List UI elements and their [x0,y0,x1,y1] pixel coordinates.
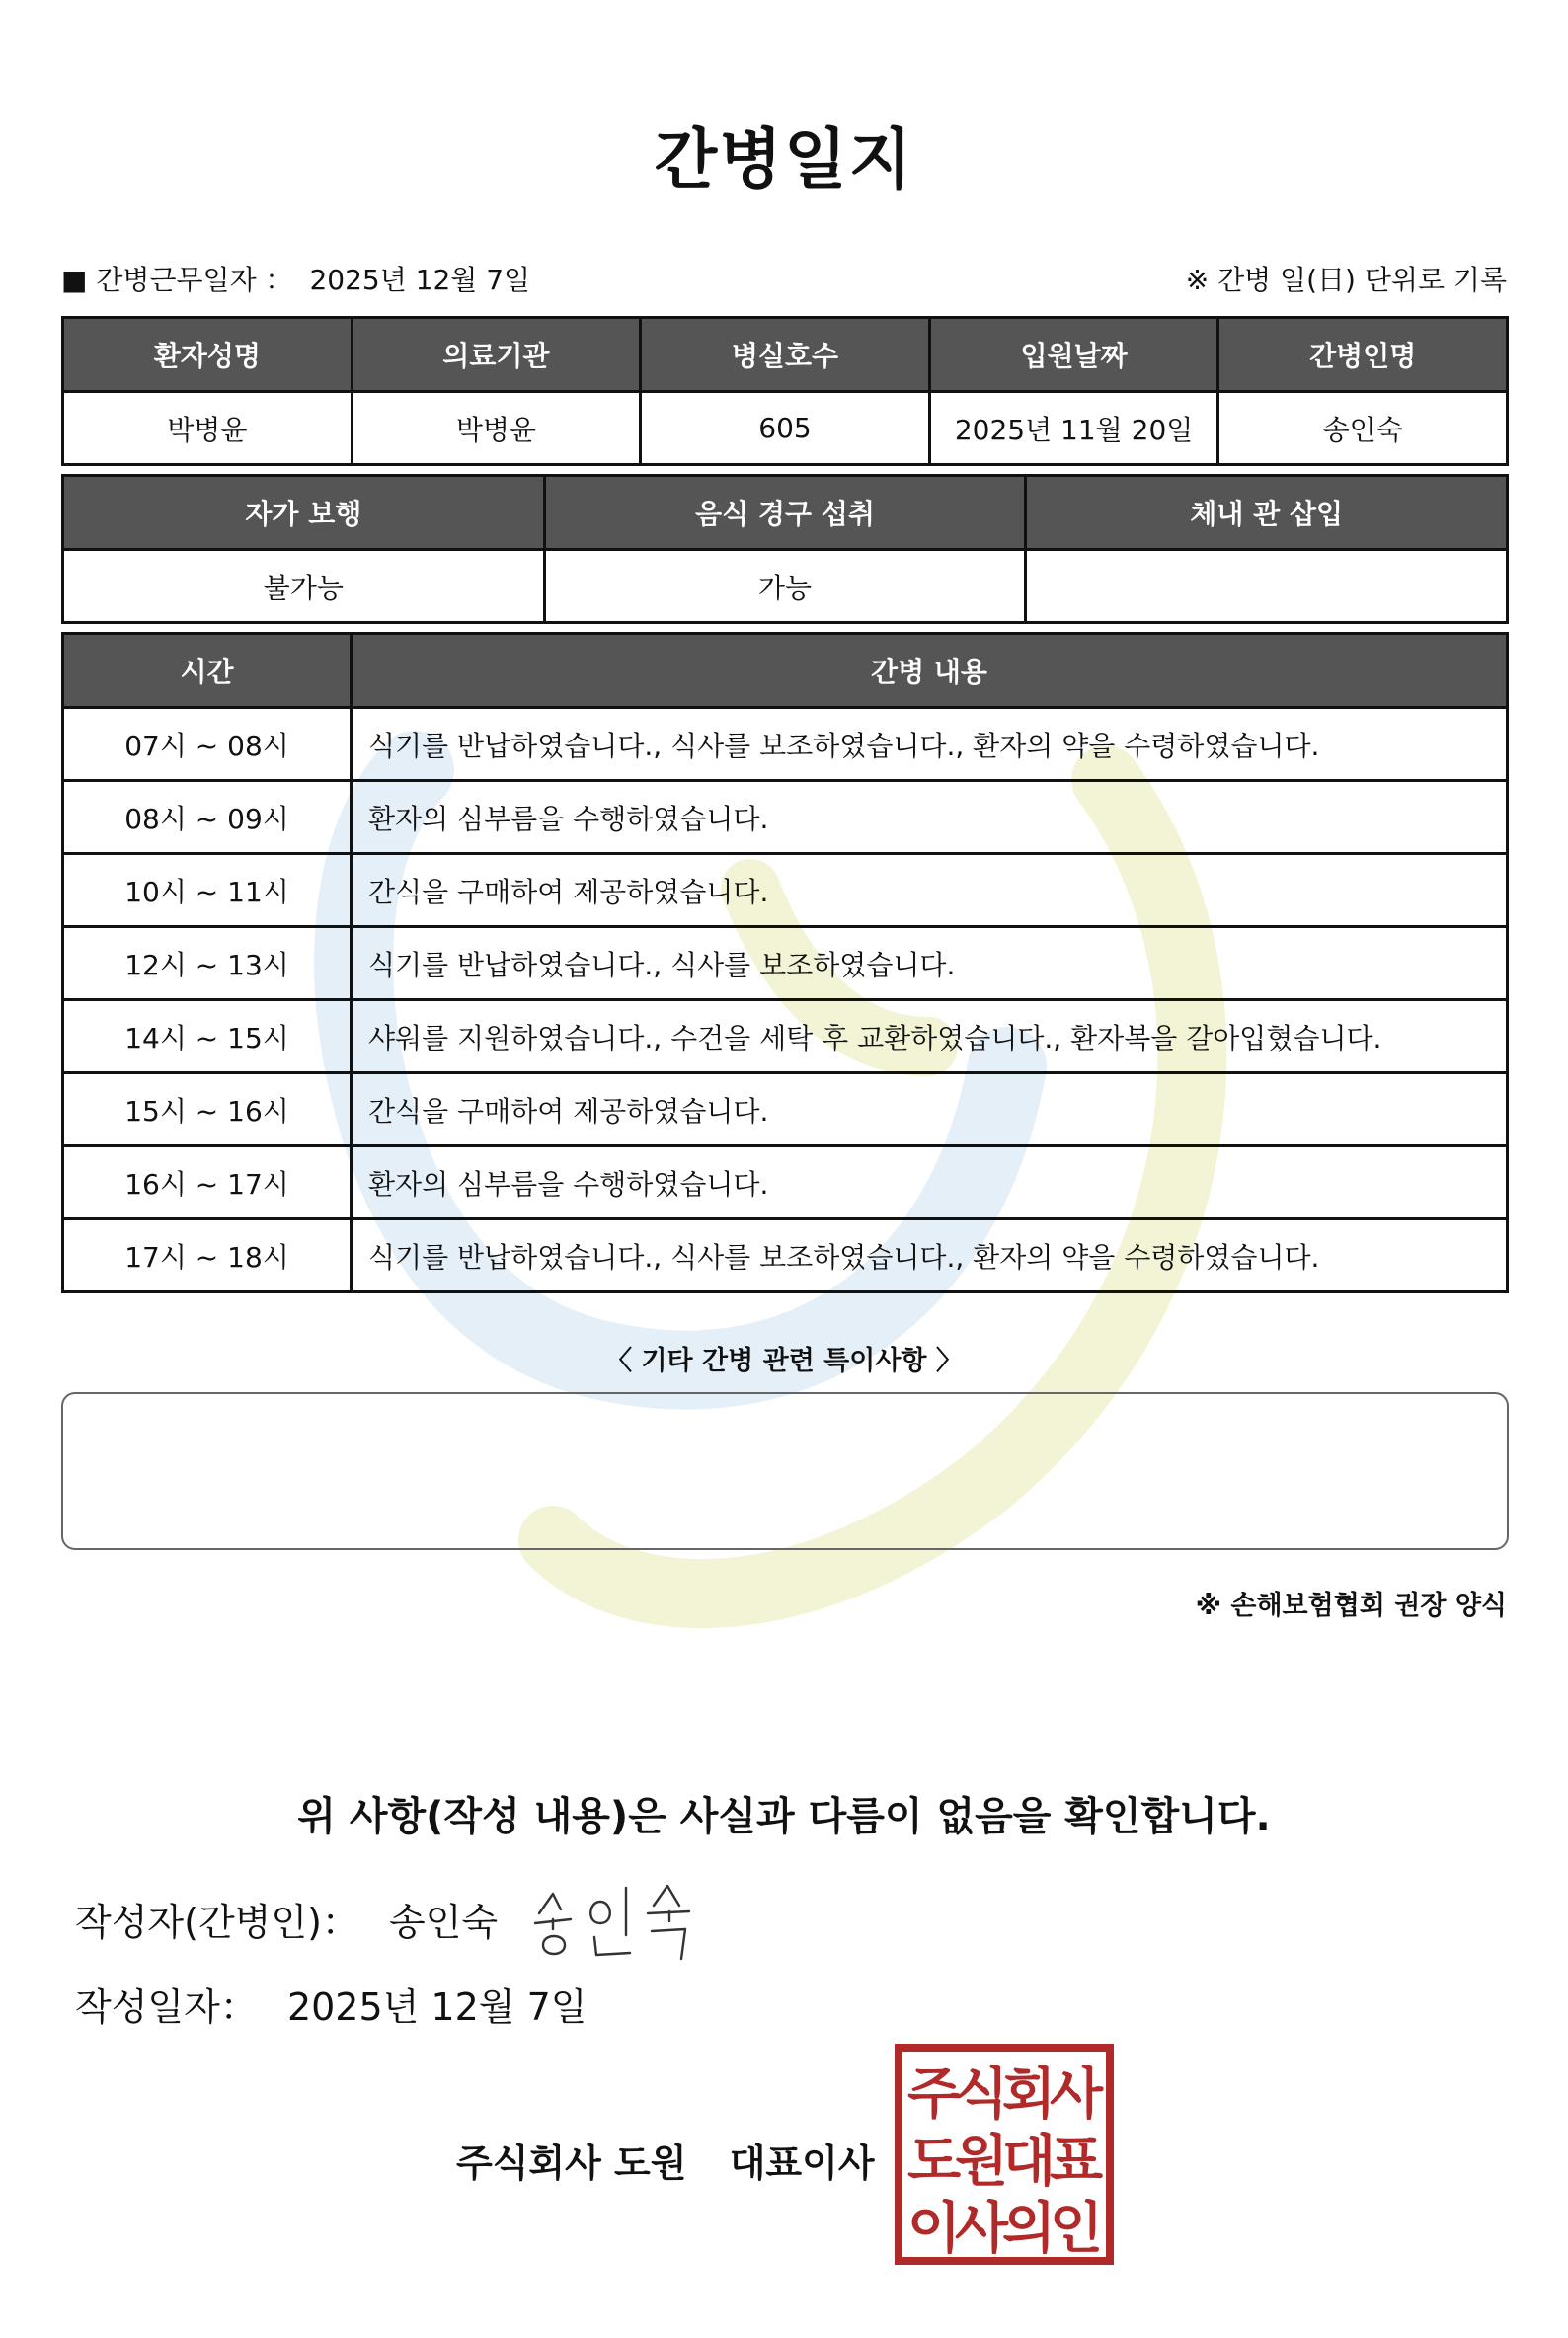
writer-line [75,1892,498,1946]
care-content: 식기를 반납하였습니다., 식사를 보조하였습니다., 환자의 약을 수령하였습니다. [352,1219,1508,1292]
care-time: 12시 ~ 13시 [63,927,352,1000]
header-self-walking: 자가 보행 [63,476,545,550]
care-time: 08시 ~ 09시 [63,781,352,854]
care-content: 환자의 심부름을 수행하였습니다. [352,781,1508,854]
header-admission-date: 입원날짜 [929,318,1218,392]
caregiver-name-value: 송인숙 [1218,392,1508,465]
company-name: 주식회사 도원 [456,2142,687,2185]
svg-text:사: 사 [1049,2063,1104,2127]
svg-text:주: 주 [906,2063,962,2127]
header-time: 시간 [63,634,352,708]
header-care-content: 간병 내용 [352,634,1508,708]
care-time: 14시 ~ 15시 [63,1000,352,1073]
tube-insertion-value [1026,550,1508,623]
written-date-line [75,1977,587,2031]
unit-note: ※ 간병 일(日) 단위로 기록 [1185,264,1507,296]
table-row [63,708,1508,781]
care-time: 07시 ~ 08시 [63,708,352,781]
table-row [63,1000,1508,1073]
care-content: 샤워를 지원하였습니다., 수건을 세탁 후 교환하였습니다., 환자복을 갈아입혔습니다. [352,1000,1508,1073]
header-tube-insertion: 체내 관 삽입 [1026,476,1508,550]
svg-text:식: 식 [954,2063,1009,2127]
svg-text:표: 표 [1049,2130,1104,2194]
company-line [456,2133,875,2187]
care-time: 15시 ~ 16시 [63,1073,352,1146]
writer-label: 작성자(간병인)： [75,1901,359,1944]
document-title: 간병일지 [654,121,914,197]
oral-intake-value: 가능 [544,550,1026,623]
header-oral-intake: 음식 경구 섭취 [544,476,1026,550]
header-caregiver-name: 간병인명 [1218,318,1508,392]
status-table-value-row [63,550,1508,623]
work-date-label: ■ 간병근무일자 ： [61,264,293,296]
care-log-table [61,632,1509,1293]
svg-text:대: 대 [1001,2130,1057,2194]
company-seal [895,2044,1114,2265]
room-number-value: 605 [641,392,930,465]
table-row [63,1219,1508,1292]
patient-info-table [61,316,1509,466]
svg-text:회: 회 [1001,2063,1057,2127]
svg-text:이: 이 [906,2197,962,2261]
header-patient-name: 환자성명 [63,318,353,392]
svg-text:도: 도 [906,2130,962,2194]
svg-text:의: 의 [1001,2197,1057,2261]
svg-text:인: 인 [1049,2197,1104,2261]
writer-name: 송인숙 [389,1901,499,1944]
care-content: 식기를 반납하였습니다., 식사를 보조하였습니다., 환자의 약을 수령하였습니다. [352,708,1508,781]
special-notes-title: 〈 기타 간병 관련 특이사항 〉 [605,1346,963,1376]
care-content: 간식을 구매하여 제공하였습니다. [352,854,1508,927]
written-date-label: 작성일자： [75,1986,258,2029]
care-time: 16시 ~ 17시 [63,1146,352,1219]
special-notes-box [61,1392,1509,1550]
work-date-line [61,259,530,298]
work-date-value: 2025년 12월 7일 [309,264,531,296]
care-content: 간식을 구매하여 제공하였습니다. [352,1073,1508,1146]
confirmation-statement: 위 사항(작성 내용)은 사실과 다름이 없음을 확인합니다. [297,1794,1271,1839]
svg-text:사: 사 [954,2197,1009,2261]
header-medical-institution: 의료기관 [352,318,641,392]
company-representative-title: 대표이사 [729,2142,875,2185]
table-row [63,1146,1508,1219]
care-content: 식기를 반납하였습니다., 식사를 보조하였습니다. [352,927,1508,1000]
admission-date-value: 2025년 11월 20일 [929,392,1218,465]
status-table-header-row [63,476,1508,550]
table-row [63,781,1508,854]
table-row [63,927,1508,1000]
written-date-value: 2025년 12월 7일 [286,1986,588,2029]
care-time: 10시 ~ 11시 [63,854,352,927]
svg-text:원: 원 [954,2130,1009,2194]
patient-status-table [61,474,1509,624]
care-time: 17시 ~ 18시 [63,1219,352,1292]
patient-table-header-row [63,318,1508,392]
patient-name-value: 박병윤 [63,392,353,465]
table-row [63,854,1508,927]
care-content: 환자의 심부름을 수행하였습니다. [352,1146,1508,1219]
self-walking-value: 불가능 [63,550,545,623]
patient-table-value-row [63,392,1508,465]
medical-institution-value: 박병윤 [352,392,641,465]
header-room-number: 병실호수 [641,318,930,392]
table-row [63,1073,1508,1146]
handwritten-signature [531,1876,709,1975]
form-note: ※ 손해보험협회 권장 양식 [1195,1591,1507,1621]
care-table-header-row [63,634,1508,708]
